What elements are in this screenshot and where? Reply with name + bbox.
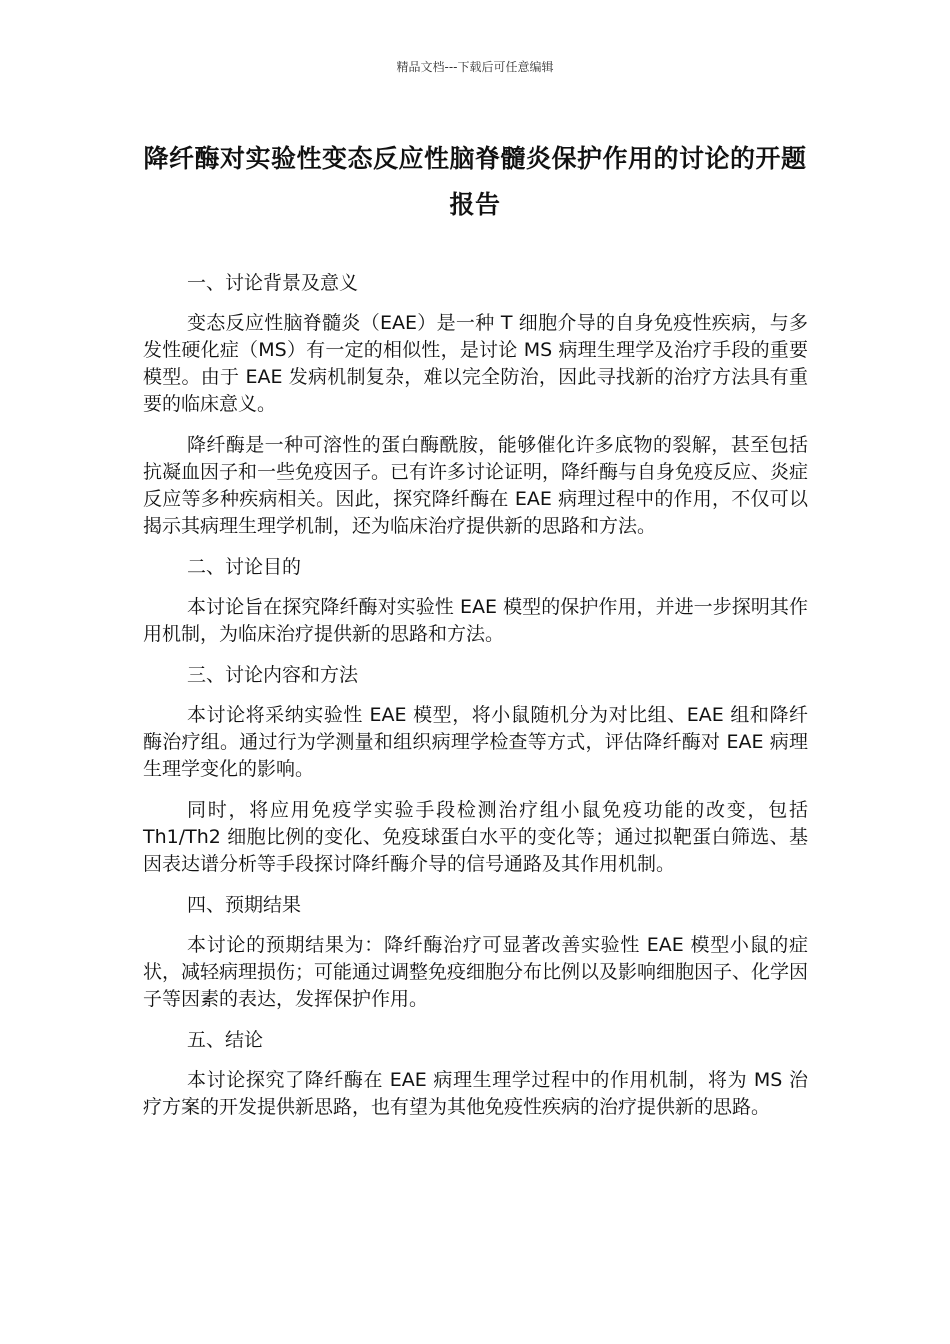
section-heading-methods: 三、讨论内容和方法 (187, 664, 359, 686)
paragraph: 本讨论将采纳实验性 EAE 模型，将小鼠随机分为对比组、EAE 组和降纤酶治疗组。通过行为学测量和组织病理学检查等方式，评估降纤酶对 EAE 病理生理学变化的影响。 (143, 704, 808, 780)
paragraph: 变态反应性脑脊髓炎（EAE）是一种 T 细胞介导的自身免疫性疾病，与多发性硬化症（MS）有一定的相似性，是讨论 MS 病理生理学及治疗手段的重要模型。由于 EAE 发病机制复杂，难以完全防治，因此寻找新的治疗方法具有重要的临床意义。 (143, 312, 808, 415)
section-heading-conclusion: 五、结论 (187, 1029, 264, 1051)
paragraph: 同时，将应用免疫学实验手段检测治疗组小鼠免疫功能的改变，包括 Th1/Th2 细胞比例的变化、免疫球蛋白水平的变化等；通过拟靶蛋白筛选、基因表达谱分析等手段探讨降纤酶介导的信号通路及其作用机制。 (143, 799, 808, 875)
section-heading-background: 一、讨论背景及意义 (187, 272, 359, 294)
paragraph: 本讨论探究了降纤酶在 EAE 病理生理学过程中的作用机制，将为 MS 治疗方案的开发提供新思路，也有望为其他免疫性疾病的治疗提供新的思路。 (143, 1069, 808, 1118)
paragraph: 本讨论的预期结果为：降纤酶治疗可显著改善实验性 EAE 模型小鼠的症状，减轻病理损伤；可能通过调整免疫细胞分布比例以及影响细胞因子、化学因子等因素的表达，发挥保护作用。 (143, 934, 809, 1010)
document-title: 降纤酶对实验性变态反应性脑脊髓炎保护作用的讨论的开题报告 (143, 144, 807, 219)
header-note: 精品文档---下载后可任意编辑 (396, 60, 554, 74)
paragraph: 降纤酶是一种可溶性的蛋白酶酰胺，能够催化许多底物的裂解，甚至包括抗凝血因子和一些免疫因子。已有许多讨论证明，降纤酶与自身免疫反应、炎症反应等多种疾病相关。因此，探究降纤酶在 EAE 病理过程中的作用，不仅可以揭示其病理生理学机制，还为临床治疗提供新的思路和方法。 (143, 434, 809, 537)
section-heading-expected-results: 四、预期结果 (187, 894, 302, 916)
paragraph: 本讨论旨在探究降纤酶对实验性 EAE 模型的保护作用，并进一步探明其作用机制，为临床治疗提供新的思路和方法。 (143, 596, 808, 645)
document-body (143, 270, 808, 1135)
section-heading-purpose: 二、讨论目的 (187, 556, 302, 578)
